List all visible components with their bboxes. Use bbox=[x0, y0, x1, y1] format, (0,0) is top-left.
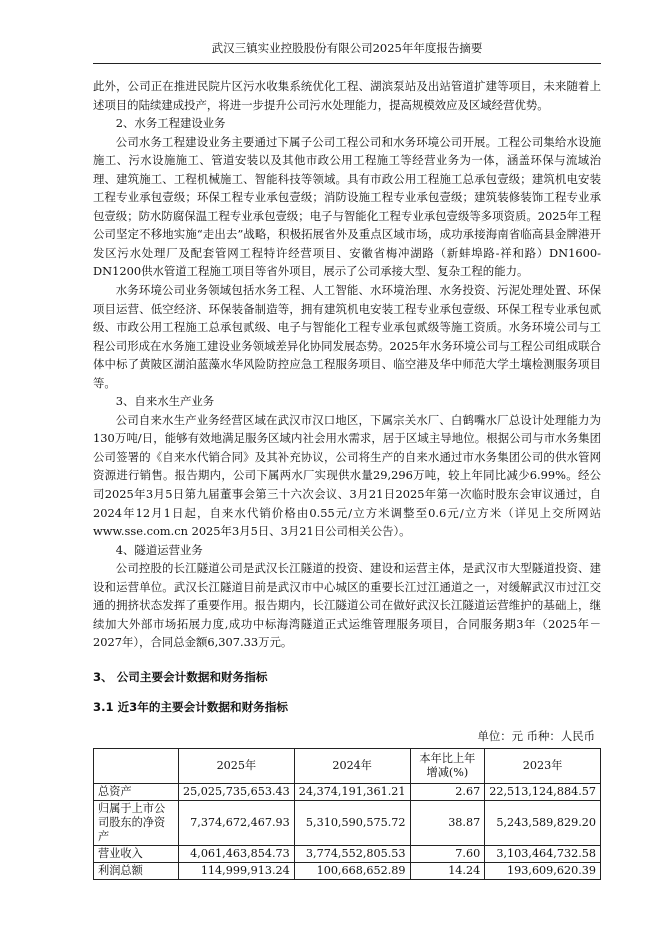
table-row bbox=[94, 783, 601, 800]
unit-line: 单位：元 币种：人民币 bbox=[477, 728, 595, 743]
heading-water-engineering: 2、水务工程建设业务 bbox=[115, 116, 226, 131]
table-cell: 归属于上市公司股东的净资产 bbox=[94, 800, 179, 845]
table-cell: 22,513,124,884.57 bbox=[485, 783, 601, 800]
paragraph-intro: 此外，公司正在推进民院片区污水收集系统优化工程、湖滨泵站及出站管道扩建等项目，未来随着上述项目的陆续建成投产，将进一步提升公司污水处理能力，提高规模效应及区域经营优势。 bbox=[93, 79, 601, 112]
section-heading: 3、 公司主要会计数据和财务指标 bbox=[93, 669, 268, 684]
page-header: 武汉三镇实业控股股份有限公司2025年年度报告摘要 bbox=[93, 40, 601, 64]
table-cell: 24,374,191,361.21 bbox=[294, 783, 410, 800]
table-cell: 193,609,620.39 bbox=[485, 862, 601, 879]
table-cell: 5,243,589,829.20 bbox=[485, 800, 601, 845]
heading-tunnel: 4、隧道运营业务 bbox=[115, 542, 203, 557]
table-cell: 5,310,590,575.72 bbox=[294, 800, 410, 845]
table-cell: 3,103,464,732.58 bbox=[485, 845, 601, 862]
table-header-cell: 2025年 bbox=[179, 748, 295, 783]
report-body bbox=[93, 77, 601, 880]
paragraph-water-engineering-2: 水务环境公司业务领域包括水务工程、人工智能、水环境治理、水务投资、污泥处理处置、环保项目运营、低空经济、环保装备制造等，拥有建筑机电安装工程专业承包壹级、环保工程专业承包贰级、市政公用工程施工总承包贰级、电子与智能化工程专业承包贰级等施工资质。水务环境公司与工程公司形成在水务施工建设业务领域差异化协同发展态势。2025年水务环境公司与工程公司组成联合体中标了黄陂区湖泊蓝藻水华风险防控应急工程服务项目、临空港及华中师范大学土壤检测服务项目等。 bbox=[93, 283, 601, 390]
table-header-cell bbox=[94, 748, 179, 783]
table-cell: 100,668,652.89 bbox=[294, 862, 410, 879]
table-cell: 2.67 bbox=[410, 783, 485, 800]
table-cell: 总资产 bbox=[94, 783, 179, 800]
table-cell: 7,374,672,467.93 bbox=[179, 800, 295, 845]
paragraph-water-engineering-1: 公司水务工程建设业务主要通过下属子公司工程公司和水务环境公司开展。工程公司集给水设施施工、污水设施施工、管道安装以及其他市政公用工程施工等经营业务为一体，涵盖环保与流域治理、建筑施工、工程机械施工、智能科技等领域。具有市政公用工程施工总承包壹级；建筑机电安装工程专业承包壹级；环保工程专业承包壹级；消防设施工程专业承包壹级；建筑装修装饰工程专业承包壹级；防水防腐保温工程专业承包壹级；电子与智能化工程专业承包壹级等多项资质。2025年工程公司坚定不移地实施“走出去”战略，积极拓展省外及重点区域市场，成功承接海南省临高县金牌港开发区污水处理厂及配套管网工程特许经营项目、安徽省梅冲湖路（新蚌埠路-祥和路）DN1600-DN1200供水管道工程施工项目等省外项目，展示了公司承接大型、复杂工程的能力。 bbox=[93, 134, 601, 279]
heading-tap-water: 3、自来水生产业务 bbox=[115, 394, 215, 409]
table-header-cell: 2023年 bbox=[485, 748, 601, 783]
paragraph-tunnel: 公司控股的长江隧道公司是武汉长江隧道的投资、建设和运营主体，是武汉市大型隧道投资、建设和运营单位。武汉长江隧道目前是武汉市中心城区的重要长江过江通道之一，对缓解武汉市过江交通的拥挤状态发挥了重要作用。报告期内，长江隧道公司在做好武汉长江隧道运营维护的基础上，继续加大外部市场拓展力度,成功中标海湾隧道正式运维管理服务项目，合同服务期3年（2025年－2027年），合同总金额6,307.33万元。 bbox=[93, 561, 601, 650]
table-header-cell: 2024年 bbox=[294, 748, 410, 783]
table-cell: 14.24 bbox=[410, 862, 485, 879]
table-cell: 营业收入 bbox=[94, 845, 179, 862]
financial-table bbox=[93, 748, 601, 880]
table-cell: 7.60 bbox=[410, 845, 485, 862]
table-row bbox=[94, 800, 601, 845]
table-cell: 3,774,552,805.53 bbox=[294, 845, 410, 862]
subsection-heading: 3.1 近3年的主要会计数据和财务指标 bbox=[93, 699, 288, 714]
table-cell: 25,025,735,653.43 bbox=[179, 783, 295, 800]
table-cell: 114,999,913.24 bbox=[179, 862, 295, 879]
paragraph-tap-water: 公司自来水生产业务经营区域在武汉市汉口地区，下属宗关水厂、白鹤嘴水厂总设计处理能力为130万吨/日，能够有效地满足服务区域内社会用水需求，居于区域主导地位。根据公司与市水务集团公司签署的《自来水代销合同》及其补充协议，公司将生产的自来水通过市水务集团公司的供水管网资源进行销售。报告期内，公司下属两水厂实现供水量29,296万吨，较上年同比减少6.99%。经公司2025年3月5日第九届董事会第三十六次会议、3月21日2025年第一次临时股东会审议通过，自2024年12月1日起，自来水代销价格由0.55元/立方米调整至0.6元/立方米（详见上交所网站www.sse.com.cn 2025年3月5日、3月21日公司相关公告）。 bbox=[93, 412, 601, 539]
table-header-row bbox=[94, 748, 601, 783]
table-row bbox=[94, 862, 601, 879]
table-row bbox=[94, 845, 601, 862]
table-cell: 4,061,463,854.73 bbox=[179, 845, 295, 862]
table-cell: 38.87 bbox=[410, 800, 485, 845]
table-header-cell: 本年比上年增减(%) bbox=[410, 748, 485, 783]
table-cell: 利润总额 bbox=[94, 862, 179, 879]
